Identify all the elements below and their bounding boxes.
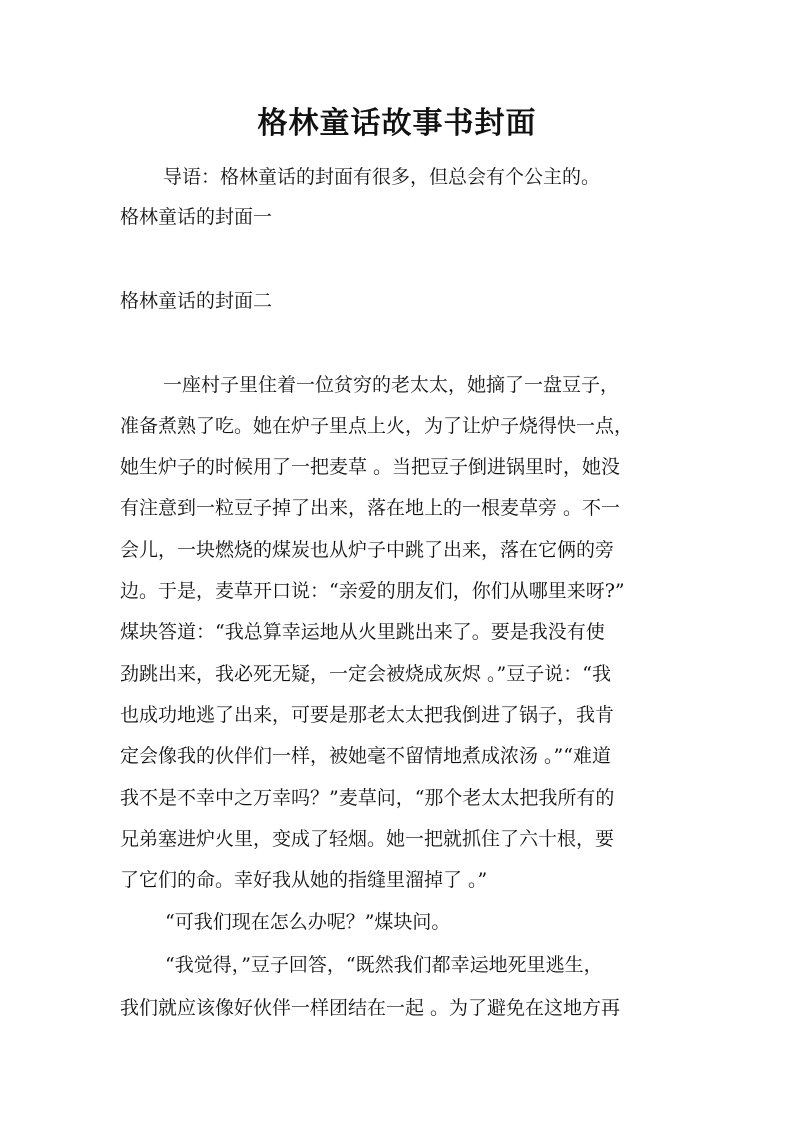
paragraph-line: 有注意到一粒豆子掉了出来，落在地上的一根麦草旁 。不一 (120, 497, 621, 519)
bean-answer-line: 我们就应该像好伙伴一样团结在一起 。为了避免在这地方再 (120, 997, 621, 1019)
paragraph-line: 边。于是，麦草开口说：“亲爱的朋友们，你们从哪里来呀?” (120, 580, 625, 602)
paragraph-line: 会儿，一块燃烧的煤炭也从炉子中跳了出来，落在它俩的旁 (120, 539, 615, 561)
bean-answer-line: “我觉得，”豆子回答，“既然我们都幸运地死里逃生， (165, 954, 603, 976)
coal-question-line: “可我们现在怎么办呢？”煤块问。 (165, 911, 451, 933)
paragraph-line: 煤块答道：“我总算幸运地从火里跳出来了。要是我没有使 (120, 621, 605, 643)
section-heading-2: 格林童话的封面二 (120, 290, 273, 312)
paragraph-line: 一座村子里住着一位贫穷的老太太，她摘了一盘豆子， (163, 374, 620, 396)
paragraph-line: 我不是不幸中之万幸吗？”麦草问，“那个老太太把我所有的 (120, 787, 615, 809)
paragraph-line: 准备煮熟了吃。她在炉子里点上火，为了让炉子烧得快一点， (120, 415, 634, 437)
section-heading-1: 格林童话的封面一 (120, 206, 273, 228)
paragraph-line: 定会像我的伙伴们一样，被她毫不留情地煮成浓汤 。”“难道 (120, 745, 611, 767)
document-title: 格林童话故事书封面 (257, 106, 537, 141)
paragraph-line: 了它们的命。幸好我从她的指缝里溜掉了 。” (120, 869, 488, 891)
paragraph-line: 兄弟塞进炉火里，变成了轻烟。她一把就抓住了六十根，要 (120, 828, 615, 850)
paragraph-line: 她生炉子的时候用了一把麦草 。当把豆子倒进锅里时，她没 (120, 456, 621, 478)
paragraph-line: 也成功地逃了出来，可要是那老太太把我倒进了锅子，我肯 (120, 704, 615, 726)
intro-text: 导语：格林童话的封面有很多，但总会有个公主的。 (163, 166, 601, 188)
paragraph-line: 劲跳出来，我必死无疑，一定会被烧成灰烬 。”豆子说：“我 (120, 663, 611, 685)
